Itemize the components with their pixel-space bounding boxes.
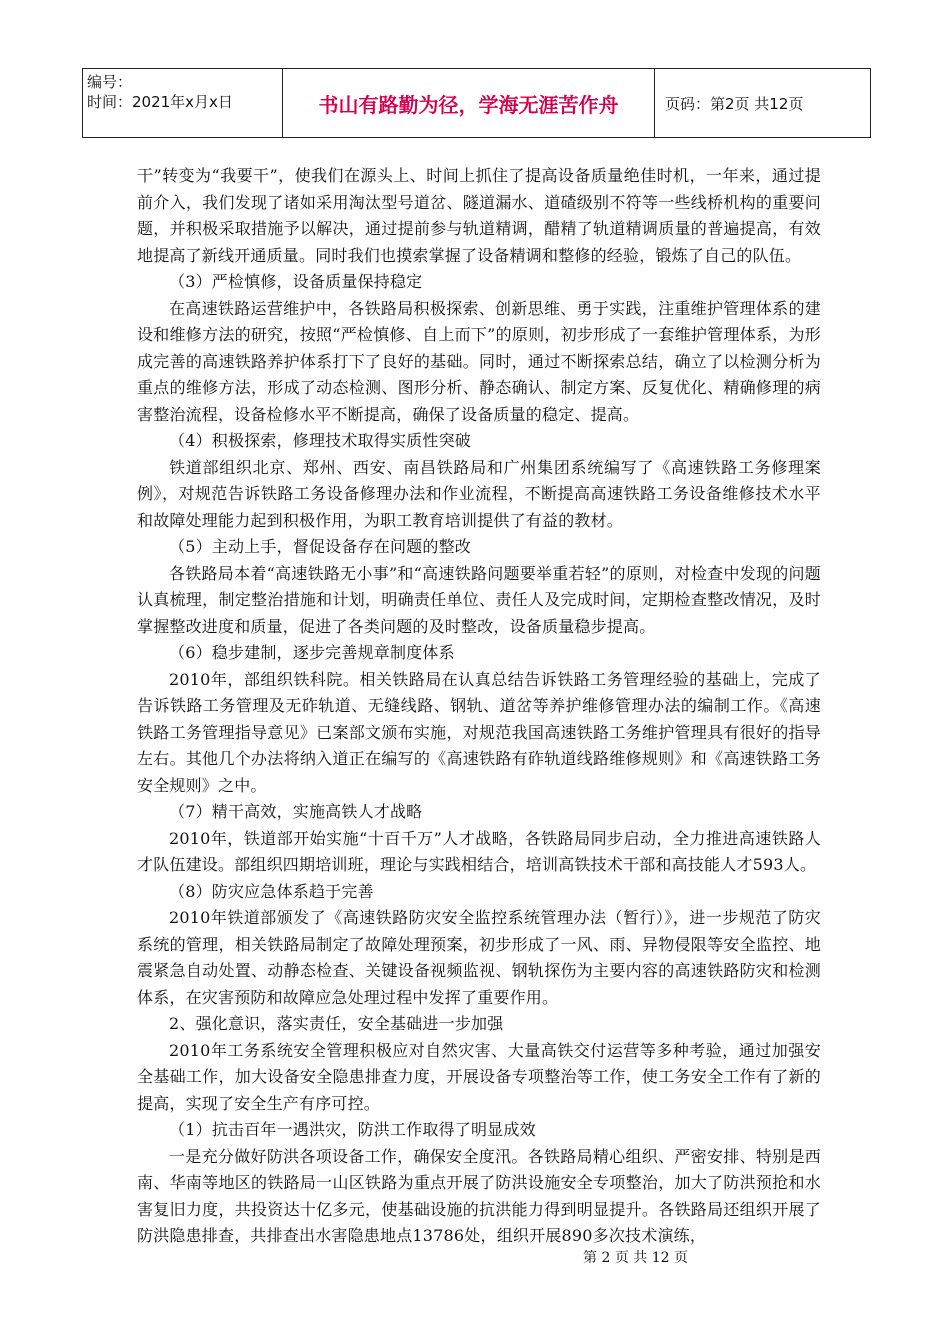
section-heading: （8）防灾应急体系趋于完善 [169,881,374,901]
document-body [137,163,821,1250]
document-time-label: 时间：2021年x月x日 [87,93,233,111]
header-motto-cell [283,69,655,137]
paragraph: 2010年铁道部颁发了《高速铁路防灾安全监控系统管理办法（暂行）》，进一步规范了防灾系统的管理，相关铁路局制定了故障处理预案，初步形成了一风、雨、异物侵限等安全监控、地震紧急自动处置、动静态检查、关键设备视频监视、钢轨探伤为主要内容的高速铁路防灾和检测体系，在灾害预防和故障应急处理过程中发挥了重要作用。 [137,908,821,1007]
paragraph: 2010年工务系统安全管理积极应对自然灾害、大量高铁交付运营等多种考验，通过加强安全基础工作，加大设备安全隐患排查力度，开展设备专项整治等工作，使工务安全工作有了新的提高，实现了安全生产有序可控。 [137,1040,821,1113]
section-heading: （7）精干高效，实施高铁人才战略 [169,802,423,821]
paragraph: 各铁路局本着“高速铁路无小事”和“高速铁路问题要举重若轻”的原则，对检查中发现的问题认真梳理，制定整治措施和计划，明确责任单位、责任人及完成时间，定期检查整改情况，及时掌握整改进度和质量，促进了各类问题的及时整改，设备质量稳步提高。 [137,563,821,636]
paragraph: 铁道部组织北京、郑州、西安、南昌铁路局和广州集团系统编写了《高速铁路工务修理案例》，对规范告诉铁路工务设备修理办法和作业流程，不断提高高速铁路工务设备维修技术水平和故障处理能力起到积极作用，为职工教育培训提供了有益的教材。 [137,457,821,530]
header-table [82,68,871,138]
header-motto: 书山有路勤为径，学海无涯苦作舟 [318,92,619,117]
section-heading: （3）严检慎修，设备质量保持稳定 [169,272,423,291]
paragraph: 2010年，铁道部开始实施“十百千万”人才战略，各铁路局同步启动，全力推进高速铁路人才队伍建设。部组织四期培训班，理论与实践相结合，培训高铁技术干部和高技能人才593人。 [137,828,821,874]
section-heading: （6）稳步建制，逐步完善规章制度体系 [169,643,455,662]
page-footer [0,1247,950,1267]
document-number-label: 编号： [87,73,133,91]
paragraph: 在高速铁路运营维护中，各铁路局积极探索、创新思维、勇于实践，注重维护管理体系的建设和维修方法的研究，按照“严检慎修、自上而下”的原则，初步形成了一套维护管理体系，为形成完善的高速铁路养护体系打下了良好的基础。同时，通过不断探索总结，确立了以检测分析为重点的维修方法，形成了动态检测、图形分析、静态确认、制定方案、反复优化、精确修理的病害整治流程，设备检修水平不断提高，确保了设备质量的稳定、提高。 [137,298,821,424]
section-heading: （1）抗击百年一遇洪灾，防洪工作取得了明显成效 [169,1120,536,1139]
footer-page-number: 第 2 页 共 12 页 [583,1250,688,1266]
paragraph: 一是充分做好防洪各项设备工作，确保安全度汛。各铁路局精心组织、严密安排、特别是西南、华南等地区的铁路局一山区铁路为重点开展了防洪设施安全专项整治，加大了防洪预抢和水害复旧力度，共投资达十亿多元，使基础设施的抗洪能力得到明显提升。各铁路局还组织开展了防洪隐患排查，共排查出水害隐患地点13786处，组织开展890多次技术演练， [137,1146,821,1245]
header-page-cell [655,69,870,137]
paragraph: 2010年，部组织铁科院。相关铁路局在认真总结告诉铁路工务管理经验的基础上，完成了告诉铁路工务管理及无砟轨道、无缝线路、钢轨、道岔等养护维修管理办法的编制工作。《高速铁路工务管理指导意见》已案部文颁布实施，对规范我国高速铁路工务维护管理具有很好的指导左右。其他几个办法将纳入道正在编写的《高速铁路有砟轨道线路维修规则》和《高速铁路工务安全规则》之中。 [137,669,821,795]
header-page-number: 页码：第2页 共12页 [665,94,804,113]
section-heading: 2、强化意识，落实责任，安全基础进一步加强 [169,1014,504,1033]
paragraph: 干”转变为“我要干”，使我们在源头上、时间上抓住了提高设备质量绝佳时机，一年来，通过提前介入，我们发现了诸如采用淘汰型号道岔、隧道漏水、道碴级别不符等一些线桥机构的重要问题，并积极采取措施予以解决，通过提前参与轨道精调，醋精了轨道精调质量的普遍提高，有效地提高了新线开通质量。同时我们也摸索掌握了设备精调和整修的经验，锻炼了自己的队伍。 [137,166,821,265]
section-heading: （5）主动上手，督促设备存在问题的整改 [169,537,471,556]
header-meta-cell [83,69,283,137]
section-heading: （4）积极探索，修理技术取得实质性突破 [169,431,471,450]
